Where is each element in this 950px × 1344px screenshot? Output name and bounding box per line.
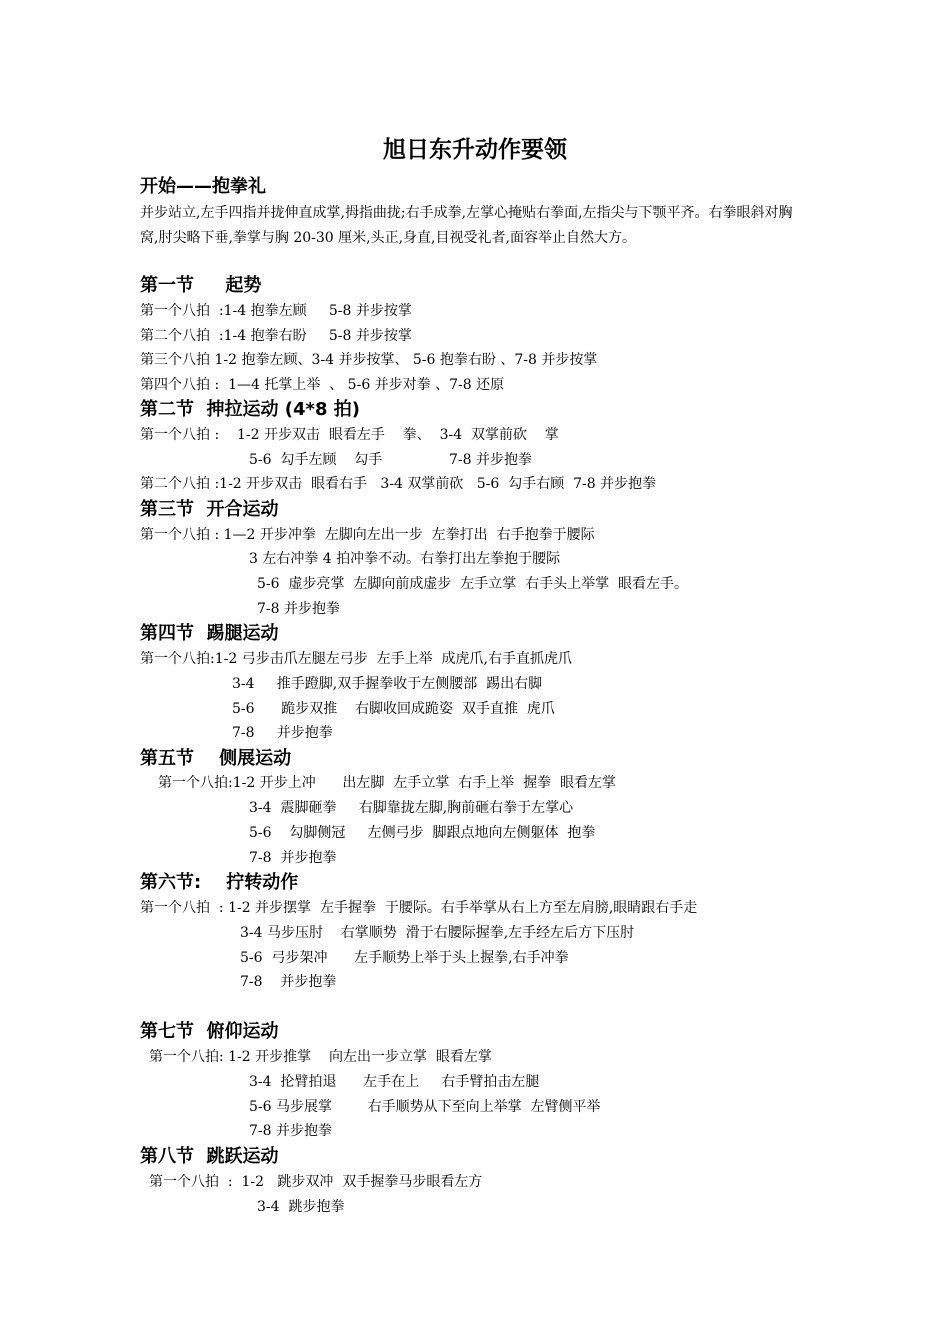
section-4-line: 5-6 跪步双推 右脚收回成跪姿 双手直推 虎爪 [232, 701, 555, 717]
section-2-line: 第二个八拍 :1-2 开步双击 眼看右手 3-4 双掌前砍 5-6 勾手右顾 7-8 并步抱拳 [140, 476, 657, 492]
section-7-heading: 第七节 俯仰运动 [140, 1021, 279, 1042]
section-1-heading: 第一节 起势 [140, 275, 262, 296]
section-5-line: 5-6 勾脚侧冠 左侧弓步 脚跟点地向左侧躯体 抱拳 [249, 825, 596, 841]
section-6-heading: 第六节: 拧转动作 [140, 872, 299, 893]
intro-heading: 开始——抱拳礼 [140, 176, 266, 197]
section-3-line: 7-8 并步抱拳 [257, 601, 340, 617]
section-1-line: 第四个八拍 : 1—4 托掌上举 、 5-6 并步对拳 、7-8 还原 [140, 377, 505, 393]
section-2-heading: 第二节 抻拉运动 (4*8 拍) [140, 399, 360, 420]
section-2-line: 5-6 勾手左顾 勾手 7-8 并步抱拳 [249, 452, 532, 468]
section-1-line: 第一个八拍 :1-4 抱拳左顾 5-8 并步按掌 [140, 303, 412, 319]
section-3-line: 5-6 虚步亮掌 左脚向前成虚步 左手立掌 右手头上举掌 眼看左手。 [257, 576, 689, 592]
section-6-line: 3-4 马步压肘 右掌顺势 滑于右腰际握拳,左手经左后方下压肘 [240, 925, 635, 941]
section-5-line: 3-4 震脚砸拳 右脚靠拢左脚,胸前砸右拳于左掌心 [249, 800, 574, 816]
section-3-line: 3 左右冲拳 4 拍冲拳不动。右拳打出左拳抱于腰际 [249, 551, 561, 567]
section-7-line: 3-4 抡臂拍退 左手在上 右手臂拍击左腿 [249, 1074, 540, 1090]
section-1-line: 第三个八拍 1-2 抱拳左顾、3-4 并步按掌、 5-6 抱拳右盼 、7-8 并步按掌 [140, 352, 598, 368]
section-6-line: 5-6 弓步架冲 左手顺势上举于头上握拳,右手冲拳 [240, 950, 569, 966]
section-3-line: 第一个八拍 : 1—2 开步冲拳 左脚向左出一步 左拳打出 右手抱拳于腰际 [140, 527, 595, 543]
section-5-line: 7-8 并步抱拳 [249, 850, 337, 866]
section-4-line: 7-8 并步抱拳 [232, 725, 333, 741]
section-7-line: 第一个八拍: 1-2 开步推掌 向左出一步立掌 眼看左掌 [149, 1049, 492, 1065]
intro-paragraph: 并步站立,左手四指并拢伸直成掌,拇指曲拢;右手成拳,左掌心掩贴右拳面,左指尖与下颚平齐。右拳眼斜对胸窝,肘尖略下垂,拳掌与胸 20-30 厘米,头正,身直,目视受礼者,面容举止自然大方。 [140, 205, 793, 246]
section-4-heading: 第四节 踢腿运动 [140, 623, 279, 644]
section-5-heading: 第五节 侧展运动 [140, 748, 292, 769]
section-8-line: 3-4 跳步抱拳 [257, 1199, 345, 1215]
section-1-line: 第二个八拍 :1-4 抱拳右盼 5-8 并步按掌 [140, 328, 412, 344]
section-7-line: 7-8 并步抱拳 [249, 1123, 332, 1139]
section-4-line: 第一个八拍:1-2 弓步击爪左腿左弓步 左手上举 成虎爪,右手直抓虎爪 [140, 651, 572, 667]
section-2-line: 第一个八拍 : 1-2 开步双击 眼看左手 拳、 3-4 双掌前砍 掌 [140, 427, 559, 443]
section-5-line: 第一个八拍:1-2 开步上冲 出左脚 左手立掌 右手上举 握拳 眼看左掌 [158, 775, 617, 791]
section-8-line: 第一个八拍 : 1-2 跳步双冲 双手握拳马步眼看左方 [149, 1174, 483, 1190]
section-6-line: 7-8 并步抱拳 [240, 974, 337, 990]
section-3-heading: 第三节 开合运动 [140, 499, 279, 520]
section-8-heading: 第八节 跳跃运动 [140, 1146, 279, 1167]
section-6-line: 第一个八拍 : 1-2 并步摆掌 左手握拳 于腰际。右手举掌从右上方至左肩膀,眼睛跟右手走 [140, 900, 698, 916]
section-7-line: 5-6 马步展掌 右手顺势从下至向上举掌 左臂侧平举 [249, 1099, 601, 1115]
section-4-line: 3-4 推手蹬脚,双手握拳收于左侧腰部 踢出右脚 [232, 676, 543, 692]
page-title: 旭日东升动作要领 [383, 136, 567, 163]
